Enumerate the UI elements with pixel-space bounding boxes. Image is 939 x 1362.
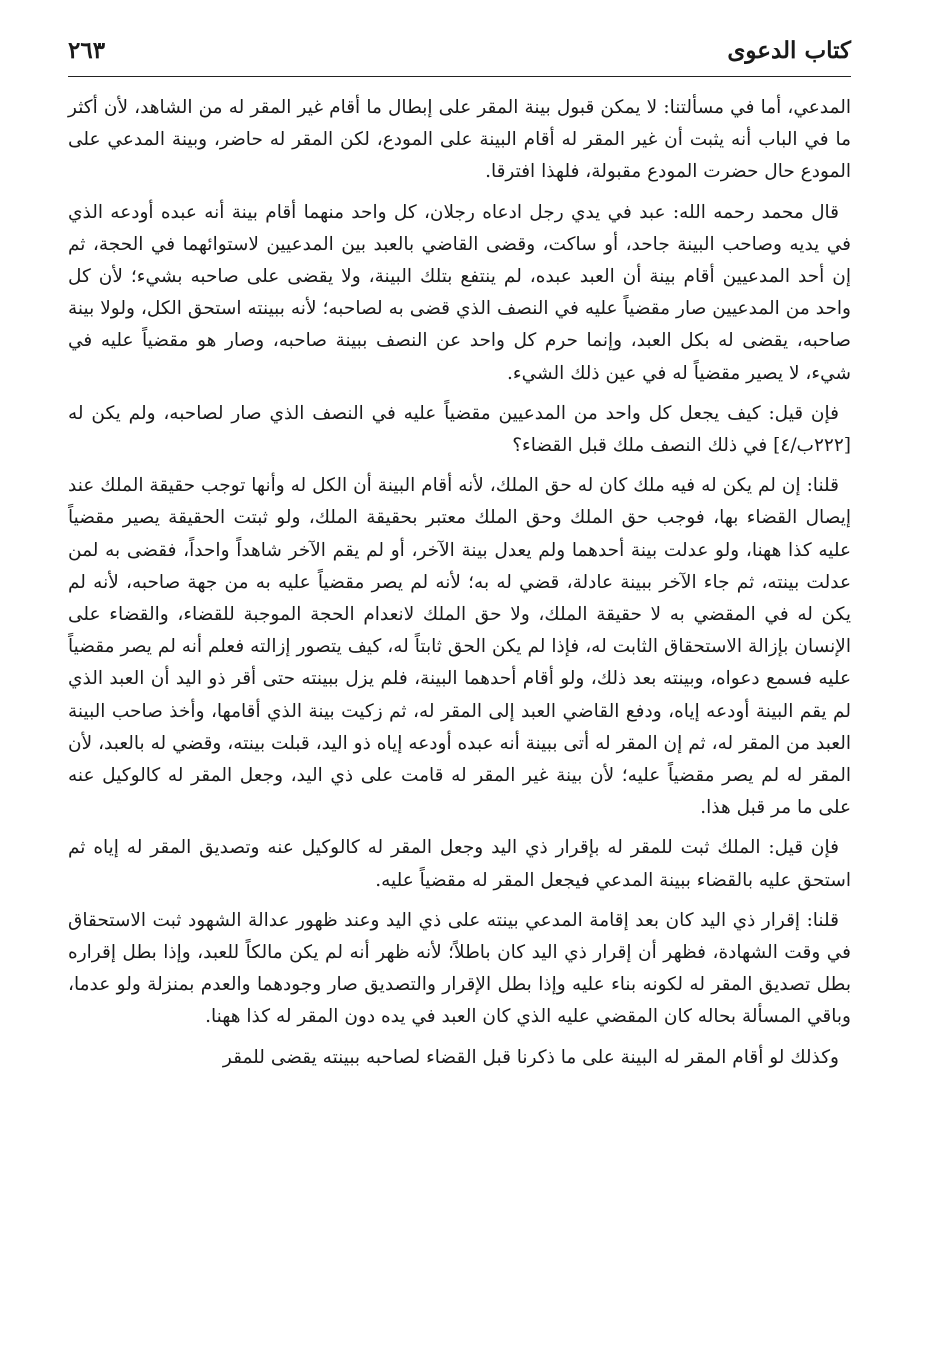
page-header bbox=[68, 30, 851, 70]
paragraph: قال محمد رحمه الله: عبد في يدي رجل ادعاه رجلان، كل واحد منهما أقام بينة أنه عبده أودعه الذي في يديه وصاحب البينة جاحد، أو ساكت، وقضى القاضي بالعبد بين المدعيين لاستوائهما في الحجة، ثم إن أحد المدعيين أقام بينة أن العبد عبده، لم ينتفع بتلك البينة، ولا يقضى على صاحبه بشيء؛ لأن كل واحد من المدعيين صار مقضياً عليه في النصف الذي قضى به لصاحبه؛ لأنه ببينته استحق الكل، ولولا بينة صاحبه، يقضى له بكل العبد، وإنما حرم كل واحد عن النصف ببينة صاحبه، وصار هو مقضياً عليه في شيء، لا يصير مقضياً له في عين ذلك الشيء. bbox=[68, 201, 851, 384]
paragraph: المدعي، أما في مسألتنا: لا يمكن قبول بينة المقر على إبطال ما أقام غير المقر له من الشاهد، لأن أكثر ما في الباب أنه يثبت أن غير المقر له أقام البينة على المودع، لكن المقر له حاضر، وبينة المدعي على المودع حال حضرت المودع مقبولة، فلهذا افترقا. bbox=[68, 97, 851, 183]
header-divider bbox=[68, 76, 851, 77]
running-title: كتاب الدعوى bbox=[727, 36, 851, 64]
paragraph: فإن قيل: الملك ثبت للمقر له بإقرار ذي اليد وجعل المقر له كالوكيل عنه وتصديق المقر له إياه ثم استحق عليه بالقضاء ببينة المدعي فيجعل المقر له مقضياً عليه. bbox=[68, 837, 851, 891]
paragraph: قلنا: إن لم يكن له فيه ملك كان له حق الملك، لأنه أقام البينة أن الكل له وأنها توجب حقيقة الملك عند إيصال القضاء بها، فوجب حق الملك وحق الملك معتبر بحقيقة الملك، ولو ثبتت الحقيقة يصير مقضياً عليه كذا ههنا، ولو عدلت بينة أحدهما ولم يعدل بينة الآخر، أو لم يقم الآخر شاهداً واحداً، فقضى به لمن عدلت بينته، ثم جاء الآخر ببينة عادلة، قضي له به؛ لأنه لم يصر مقضياً عليه به من جهة صاحبه، لأنه لم يكن له في المقضي به لا حقيقة الملك، ولا حق الملك لانعدام الحجة الموجبة للقضاء، والقضاء على الإنسان بإزالة الاستحقاق الثابت له، فإذا لم يكن الحق ثابتاً له، كيف يتصور إزالته فعلم أنه لم يصر مقضياً عليه فسمع دعواه، وبينته بعد ذلك، ولو أقام أحدهما البينة، فلم يزل ببينته حتى أقر ذو اليد أن العبد الذي لم يقم البينة أودعه إياه، ودفع القاضي العبد إلى المقر له، ثم زكيت بينة الذي أقامها، وأخذ صاحب البينة العبد من المقر له، ثم إن المقر له أتى ببينة أنه عبده أودعه إياه ذو اليد، قبلت بينته، وقضي له بالعبد، لأن المقر له لم يصر مقضياً عليه؛ لأن بينة غير المقر له قامت على ذي اليد، وجعل المقر له كالوكيل عنه على ما مر قبل هذا. bbox=[68, 475, 851, 819]
paragraph: وكذلك لو أقام المقر له البينة على ما ذكرنا قبل القضاء لصاحبه ببينته يقضى للمقر bbox=[222, 1046, 839, 1068]
page-number: ٢٦٣ bbox=[68, 36, 106, 64]
paragraph: فإن قيل: كيف يجعل كل واحد من المدعيين مقضياً عليه في النصف الذي صار لصاحبه، ولم يكن له [٢٢٢ب/٤] في ذلك النصف ملك قبل القضاء؟ bbox=[68, 402, 851, 457]
body-text bbox=[68, 92, 851, 1082]
paragraph: قلنا: إقرار ذي اليد كان بعد إقامة المدعي بينته على ذي اليد وعند ظهور عدالة الشهود ثبت الاستحقاق في وقت الشهادة، فظهر أن إقرار ذي اليد كان باطلاً؛ لأنه ظهر أنه لم يكن مالكاً للعبد، وإذا بطل إقراره بطل تصديق المقر له لكونه بناء عليه وإذا بطل الإقرار والتصديق صار وجودهما والعدم بمنزلة ولو عدما، وباقي المسألة بحاله كان المقضي عليه الذي كان العبد في يده دون المقر له كذا ههنا. bbox=[68, 909, 851, 1028]
